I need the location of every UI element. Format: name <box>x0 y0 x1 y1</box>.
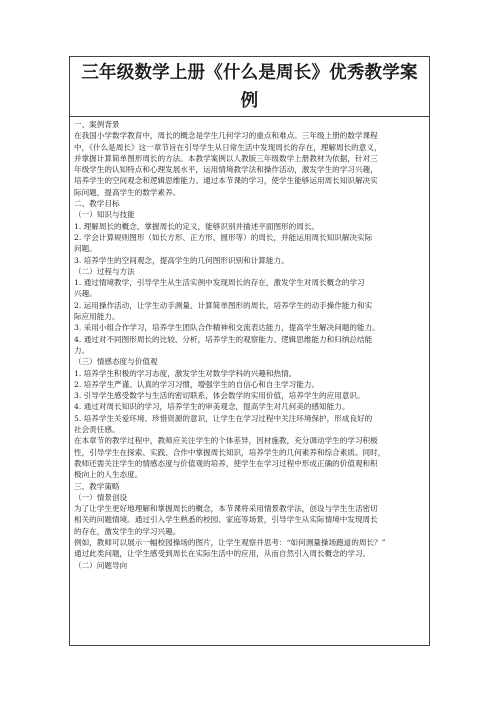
text-line: 际应用能力。 <box>74 312 120 322</box>
text-line: 2. 学会计算规则图形（如长方形、正方形、圆形等）的周长，并能运用周长知识解决实际 <box>74 232 373 242</box>
text-line: （一）情景创设 <box>74 492 128 502</box>
text-line: 相关的问题情境。通过引入学生熟悉的校园、家庭等场景，引导学生从实际情境中发现周长 <box>74 515 378 525</box>
text-line: 年级学生的认知特点和心理发展水平，运用情境教学法和操作活动，激发学生的学习兴趣， <box>74 165 378 175</box>
text-line: 2. 培养学生严谨、认真的学习习惯，增强学生的自信心和自主学习能力。 <box>74 379 320 389</box>
title-line-1: 三年级数学上册《什么是周长》优秀教学案 <box>81 63 418 83</box>
text-line: 问题。 <box>74 244 97 254</box>
text-line: 3. 引导学生感受数学与生活的密切联系，体会数学的实用价值，培养学生的应用意识。 <box>74 391 365 401</box>
text-line: 4. 通过对不同图形周长的比较、分析，培养学生的观察能力、逻辑思维能力和归纳总结能 <box>74 334 373 344</box>
document-title <box>70 57 429 117</box>
text-line: 极向上的人生态度。 <box>74 470 143 480</box>
document-body <box>70 117 429 571</box>
text-line: 4. 通过对周长知识的学习，培养学生的审美观念，提高学生对几何美的感知能力。 <box>74 402 350 412</box>
text-line: 5. 培养学生关爱环境、珍惜资源的意识，让学生在学习过程中关注环境保护，形成良好的 <box>74 413 373 423</box>
text-line: 1. 通过情境教学，引导学生从生活实例中发现周长的存在，激发学生对周长概念的学习 <box>74 278 365 288</box>
text-line: 1. 理解周长的概念，掌握周长的定义，能够识别并描述平面图形的周长。 <box>74 221 320 231</box>
text-line: 二、教学目标 <box>74 199 120 209</box>
text-line: 在我国小学数学教育中，周长的概念是学生几何学习的重点和难点。三年级上册的数学课程 <box>74 131 378 141</box>
text-line: 兴趣。 <box>74 289 97 299</box>
text-line: 并掌握计算简单图形周长的方法。本教学案例以人教版三年级数学上册教材为依据，针对三 <box>74 153 378 163</box>
text-line: 3. 培养学生的空间观念，提高学生的几何图形识别和计算能力。 <box>74 255 289 265</box>
text-line: 例如，教师可以展示一幅校园操场的图片，让学生观察并思考：“如何测量操场跑道的周长？” <box>74 537 386 547</box>
text-line: 在本章节的教学过程中，教师应关注学生的个体差异，因材施教，充分调动学生的学习积极 <box>74 436 378 446</box>
text-line: 际问题，提高学生的数学素养。 <box>74 187 181 197</box>
text-line: 社会责任感。 <box>74 425 120 435</box>
text-line: 3. 采用小组合作学习，培养学生团队合作精神和交流表达能力，提高学生解决问题的能力。 <box>74 323 380 333</box>
text-line: 三、教学策略 <box>74 481 120 491</box>
text-line: 一、案例背景 <box>74 120 120 129</box>
text-line: 教师还需关注学生的情感态度与价值观的培养，使学生在学习过程中形成正确的价值观和积 <box>74 458 378 468</box>
text-line: 性，引导学生在探索、实践、合作中掌握周长知识，培养学生的几何素养和综合素质。同时， <box>74 447 386 457</box>
text-line: 通过此类问题，让学生感受到周长在实际生活中的应用，从而自然引入周长概念的学习。 <box>74 549 371 559</box>
document-frame <box>69 56 430 646</box>
text-line: 为了让学生更好地理解和掌握周长的概念，本节课将采用情景教学法，创设与学生生活密切 <box>74 504 378 514</box>
text-line: （三）情感态度与价值观 <box>74 357 158 367</box>
text-line: 1. 培养学生积极的学习态度，激发学生对数学学科的兴趣和热情。 <box>74 368 297 378</box>
text-line: 培养学生的空间观念和逻辑思维能力。通过本节课的学习，使学生能够运用周长知识解决实 <box>74 176 378 186</box>
text-line: 2. 运用操作活动，让学生动手测量、计算简单图形的周长，培养学生的动手操作能力和实 <box>74 300 373 310</box>
text-line: （一）知识与技能 <box>74 210 135 220</box>
title-line-2: 例 <box>240 91 259 111</box>
text-line: （二）过程与方法 <box>74 266 135 276</box>
text-line: 中，《什么是周长》这一章节旨在引导学生从日常生活中发现周长的存在，理解周长的意义， <box>74 142 382 152</box>
text-line: （二）问题导向 <box>74 560 128 570</box>
text-line: 力。 <box>74 345 90 355</box>
text-line: 的存在，激发学生的学习兴趣。 <box>74 526 181 536</box>
